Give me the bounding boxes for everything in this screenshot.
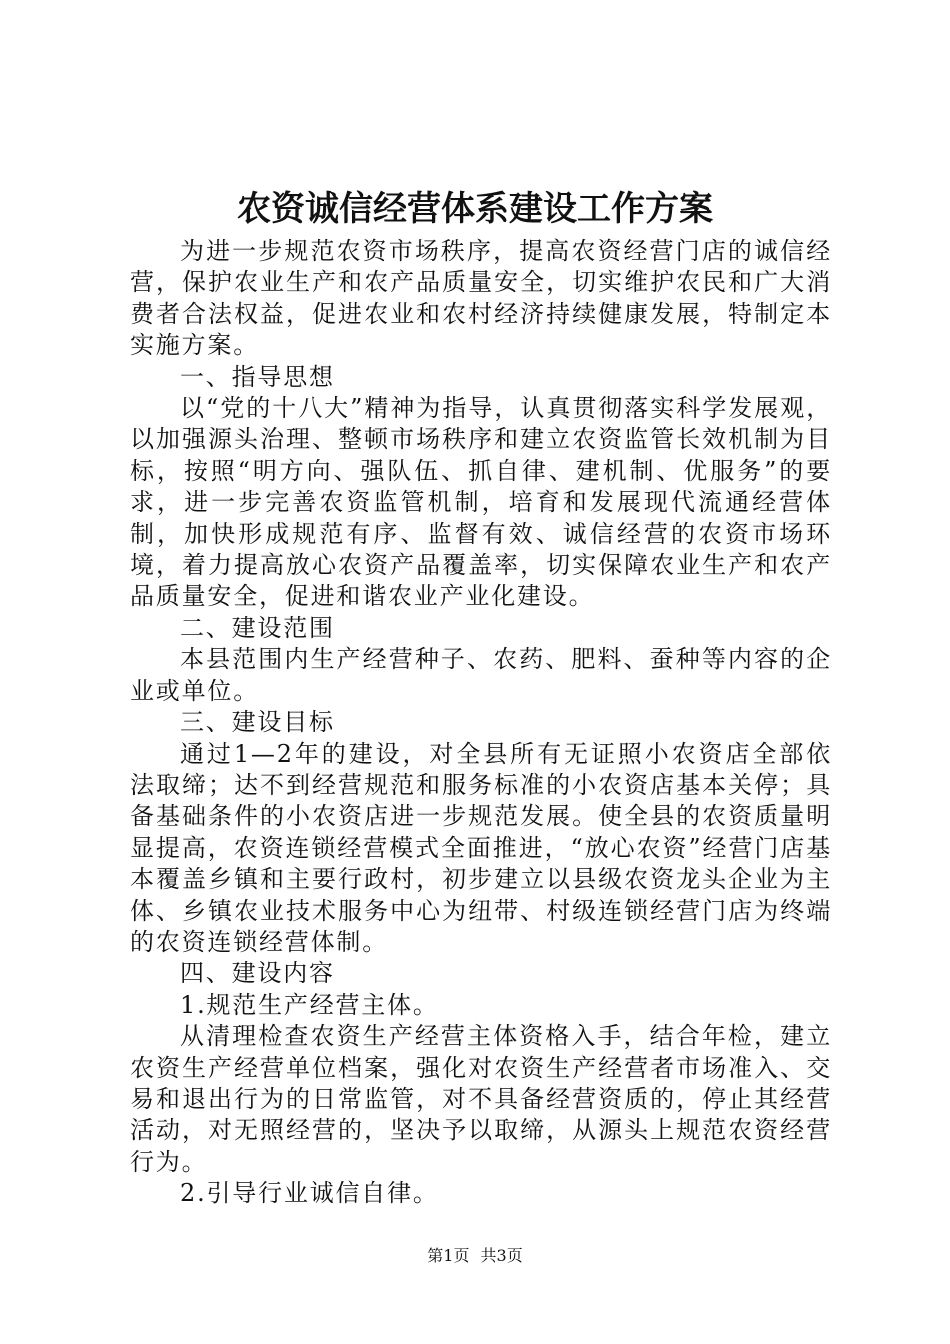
section-heading-4: 四、建设内容 xyxy=(180,959,335,988)
paragraph-guiding-ideology: 以“党的十八大”精神为指导，认真贯彻落实科学发展观，以加强源头治理、整顿市场秩序和建立农资监管长效机制为目标，按照“明方向、强队伍、抓自律、建机制、优服务”的要求，进一步完善农资监管机制，培育和发展现代流通经营体制，加快形成规范有序、监督有效、诚信经营的农资市场环境，着力提高放心农资产品覆盖率，切实保障农业生产和农产品质量安全，促进和谐农业产业化建设。 xyxy=(130,394,832,611)
section-heading-2: 二、建设范围 xyxy=(180,613,335,642)
page-footer xyxy=(0,1246,950,1266)
document-title: 农资诚信经营体系建设工作方案 xyxy=(237,189,713,229)
page-number: 第1页 xyxy=(427,1246,470,1265)
document-body xyxy=(130,236,832,1210)
section-heading-3: 三、建设目标 xyxy=(180,708,335,737)
subheading-2: 2.引导行业诚信自律。 xyxy=(180,1179,439,1208)
paragraph-intro: 为进一步规范农资市场秩序，提高农资经营门店的诚信经营，保护农业生产和农产品质量安全，切实维护农民和广大消费者合法权益，促进农业和农村经济持续健康发展，特制定本实施方案。 xyxy=(130,237,832,360)
subheading-1: 1.规范生产经营主体。 xyxy=(180,990,439,1019)
paragraph-scope: 本县范围内生产经营种子、农药、肥料、蚕种等内容的企业或单位。 xyxy=(130,645,832,705)
paragraph-goals: 通过1—2年的建设，对全县所有无证照小农资店全部依法取缔；达不到经营规范和服务标准的小农资店基本关停；具备基础条件的小农资店进一步规范发展。使全县的农资质量明显提高，农资连锁经营模式全面推进，“放心农资”经营门店基本覆盖乡镇和主要行政村，初步建立以县级农资龙头企业为主体、乡镇农业技术服务中心为纽带、村级连锁经营门店为终端的农资连锁经营体制。 xyxy=(130,739,832,956)
section-heading-1: 一、指导思想 xyxy=(180,362,335,391)
page-total: 共3页 xyxy=(480,1246,523,1265)
paragraph-content-1: 从清理检查农资生产经营主体资格入手，结合年检，建立农资生产经营单位档案，强化对农资生产经营者市场准入、交易和退出行为的日常监管，对不具备经营资质的，停止其经营活动，对无照经营的，坚决予以取缔，从源头上规范农资经营行为。 xyxy=(130,1022,832,1176)
